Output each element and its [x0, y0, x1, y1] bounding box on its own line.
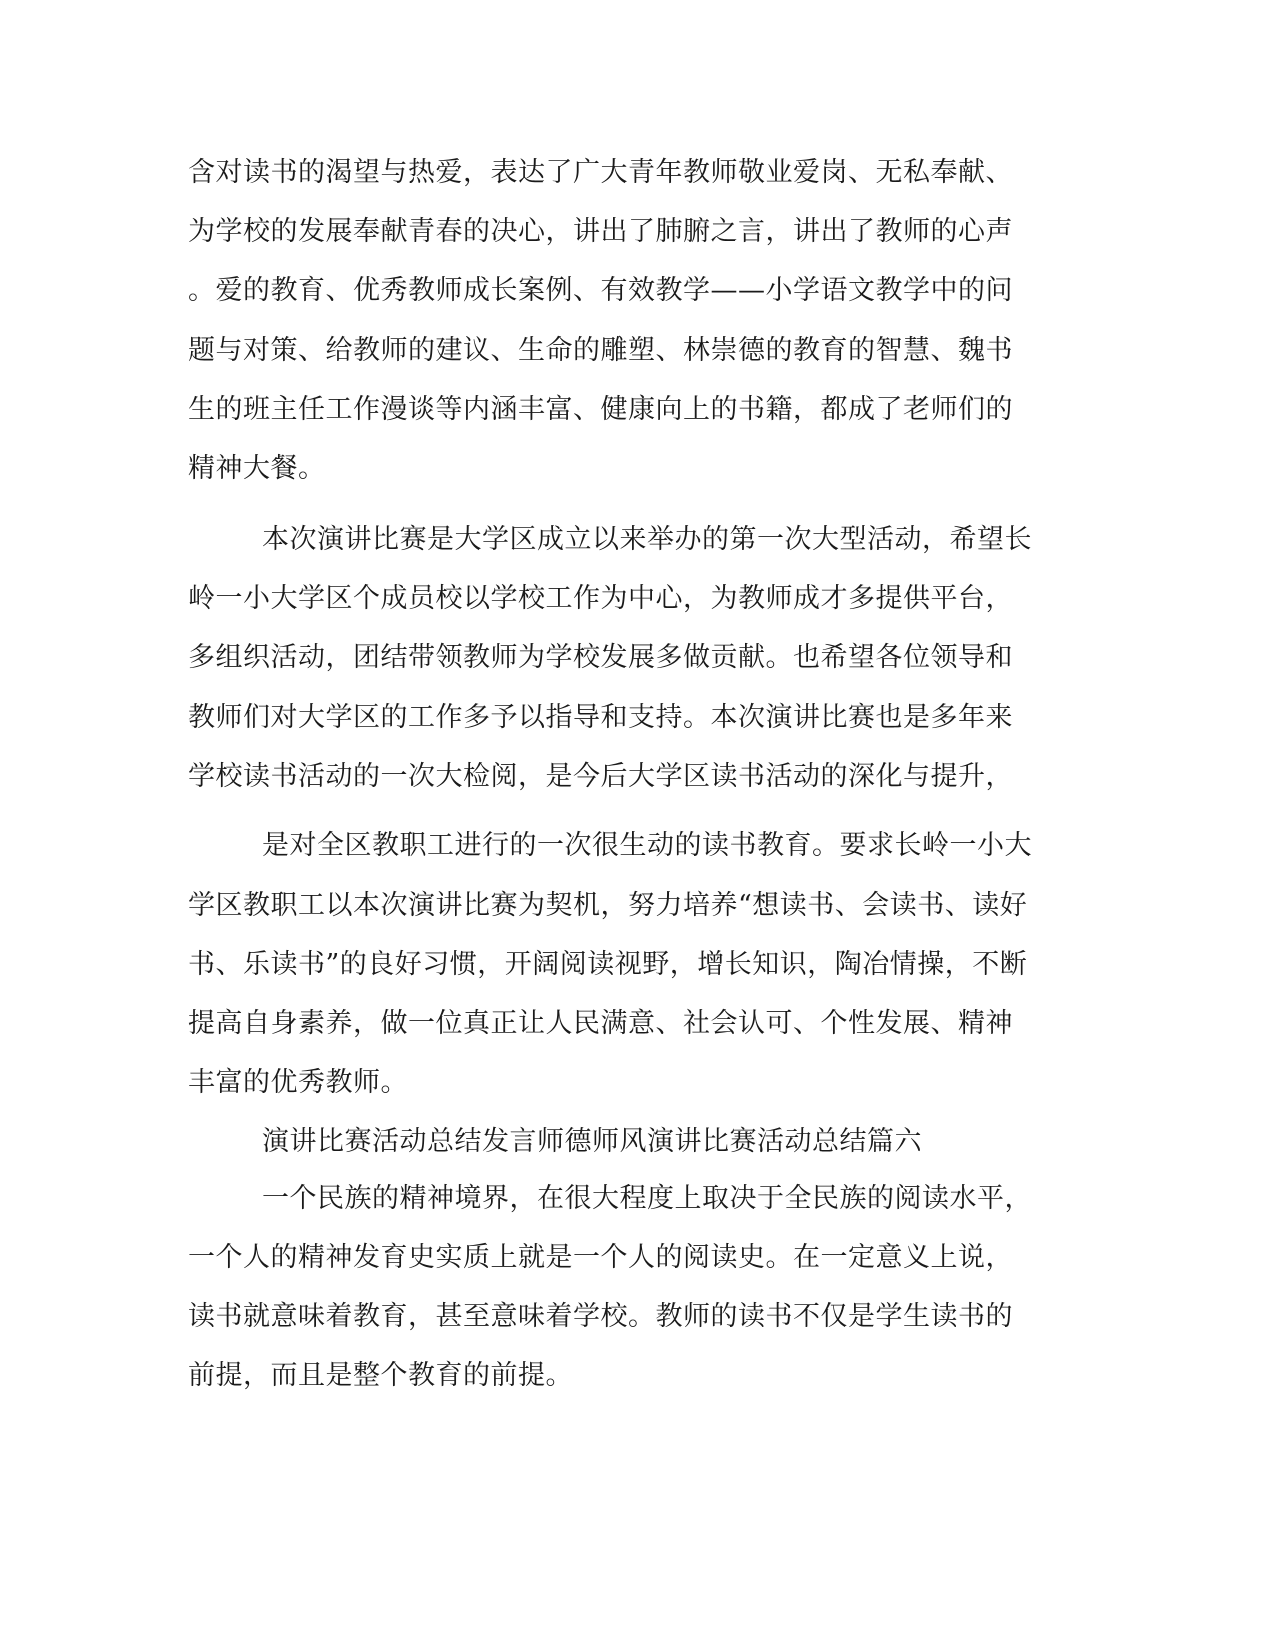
- text-line: 生的班主任工作漫谈等内涵丰富、健康向上的书籍，都成了老师们的: [188, 394, 1013, 425]
- text-line: 读书就意味着教育，甚至意味着学校。教师的读书不仅是学生读书的: [188, 1301, 1013, 1332]
- text-line: 一个人的精神发育史实质上就是一个人的阅读史。在一定意义上说，: [188, 1242, 1013, 1273]
- text-line: 学区教职工以本次演讲比赛为契机，努力培养“想读书、会读书、读好: [188, 890, 1028, 921]
- text-line: 为学校的发展奉献青春的决心，讲出了肺腑之言，讲出了教师的心声: [188, 216, 1013, 247]
- text-line: 书、乐读书”的良好习惯，开阔阅读视野，增长知识，陶冶情操，不断: [188, 949, 1028, 980]
- section-heading: 演讲比赛活动总结发言师德师风演讲比赛活动总结篇六: [262, 1126, 922, 1157]
- text-line: 精神大餐。: [188, 453, 326, 484]
- paragraph-first-line: 是对全区教职工进行的一次很生动的读书教育。要求长岭一小大: [262, 830, 1032, 861]
- text-line: 。爱的教育、优秀教师成长案例、有效教学——小学语文教学中的问: [188, 275, 1013, 306]
- text-line: 岭一小大学区个成员校以学校工作为中心，为教师成才多提供平台，: [188, 583, 1013, 614]
- text-line: 含对读书的渴望与热爱，表达了广大青年教师敬业爱岗、无私奉献、: [188, 157, 1013, 188]
- text-line: 前提，而且是整个教育的前提。: [188, 1360, 573, 1391]
- text-line: 题与对策、给教师的建议、生命的雕塑、林崇德的教育的智慧、魏书: [188, 335, 1013, 366]
- text-line: 提高自身素养，做一位真正让人民满意、社会认可、个性发展、精神: [188, 1008, 1013, 1039]
- text-line: 多组织活动，团结带领教师为学校发展多做贡献。也希望各位领导和: [188, 642, 1013, 673]
- paragraph-first-line: 本次演讲比赛是大学区成立以来举办的第一次大型活动，希望长: [262, 524, 1032, 555]
- paragraph-first-line: 一个民族的精神境界，在很大程度上取决于全民族的阅读水平，: [262, 1183, 1032, 1214]
- text-line: 丰富的优秀教师。: [188, 1067, 408, 1098]
- text-line: 教师们对大学区的工作多予以指导和支持。本次演讲比赛也是多年来: [188, 702, 1013, 733]
- text-line: 学校读书活动的一次大检阅，是今后大学区读书活动的深化与提升，: [188, 761, 1013, 792]
